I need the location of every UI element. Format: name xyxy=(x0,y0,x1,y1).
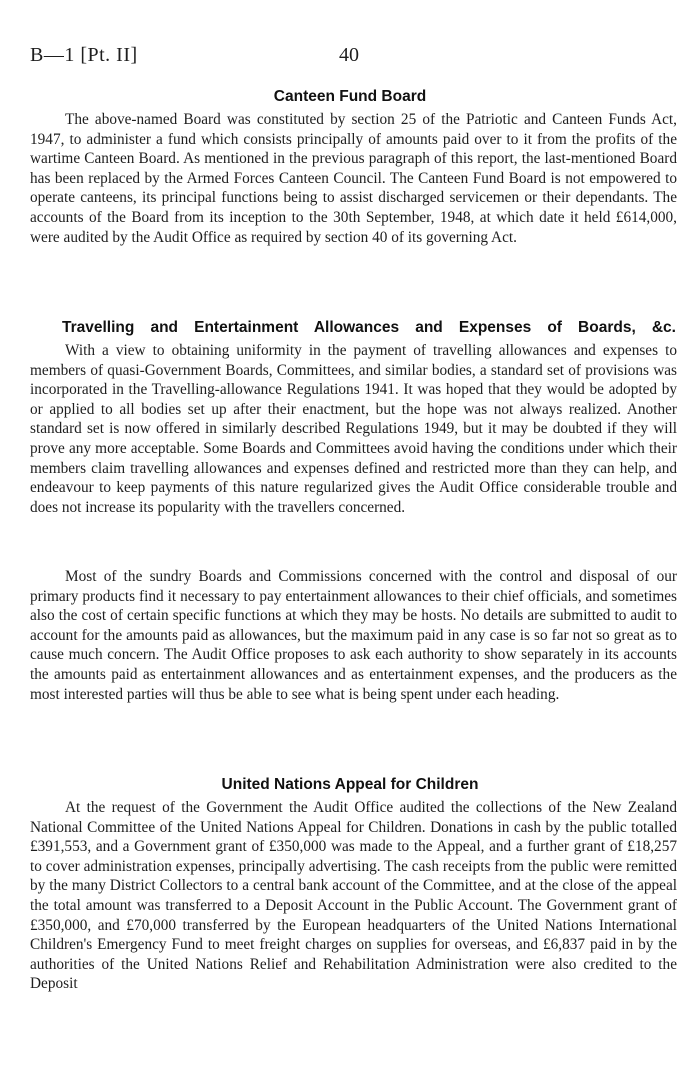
page-reference: B—1 [Pt. II] xyxy=(30,44,138,66)
section-heading-united-nations-appeal: United Nations Appeal for Children xyxy=(221,776,479,793)
page-number: 40 xyxy=(339,44,359,66)
section-heading-canteen-fund-board: Canteen Fund Board xyxy=(273,88,427,105)
paragraph-travelling-allowances: With a view to obtaining uniformity in the payment of travelling allowances and expenses to members of quasi-Government Boards, Committees, and similar bodies, a standard set of provisions was incorporated in the Travelling-allowance Regulations 1941. It was hoped that they would be adopted by or applied to all bodies set up after their enactment, but the hope was not always realized. Another standard set is now offered in similarly described Regulations 1949, but it may be doubted if they will prove any more acceptable. Some Boards and Committees avoid having the conditions under which their members claim travelling allowances and expenses defined and restricted more than they can help, and endeavour to keep payments of this nature regularized gives the Audit Office considerable trouble and does not increase its popularity with the travellers concerned. xyxy=(30,342,677,516)
section-heading-travelling-allowances: Travelling and Entertainment Allowances and Expenses of Boards, &c. xyxy=(62,319,676,336)
paragraph-canteen-fund-board: The above-named Board was constituted by section 25 of the Patriotic and Canteen Funds Act, 1947, to administer a fund which consists principally of amounts paid over to it from the profits of the wartime Canteen Board. As mentioned in the previous paragraph of this report, the last-mentioned Board has been replaced by the Armed Forces Canteen Council. The Canteen Fund Board is not empowered to operate canteens, its principal functions being to assist discharged servicemen or their dependants. The accounts of the Board from its inception to the 30th September, 1948, at which date it held £614,000, were audited by the Audit Office as required by section 40 of its governing Act. xyxy=(30,111,677,246)
paragraph-entertainment-allowances: Most of the sundry Boards and Commissions concerned with the control and disposal of our primary products find it necessary to pay entertainment allowances to their chief officials, and sometimes also the cost of certain specific functions at which they may be hosts. No details are submitted to audit to account for the amounts paid as allowances, but the maximum paid in any case is so far not so great as to cause much concern. The Audit Office proposes to ask each authority to show separately in its accounts the amounts paid as entertainment allowances and as entertainment expenses, and the producers as the most interested parties will thus be able to see what is being spent under each heading. xyxy=(30,568,677,703)
paragraph-united-nations-appeal: At the request of the Government the Audit Office audited the collections of the New Zealand National Committee of the United Nations Appeal for Children. Donations in cash by the public totalled £391,553, and a Government grant of £350,000 was made to the Appeal, and a further grant of £18,257 to cover administration expenses, principally advertising. The cash receipts from the public were remitted by the many District Collectors to a central bank account of the Committee, and at the close of the appeal the total amount was transferred to a Deposit Account in the Public Account. The Government grant of £350,000, and £70,000 transferred by the European headquarters of the United Nations International Children's Emergency Fund to meet freight charges on supplies for overseas, and £6,837 paid in by the authorities of the United Nations Relief and Rehabilitation Administration were also credited to the Deposit xyxy=(30,799,677,993)
